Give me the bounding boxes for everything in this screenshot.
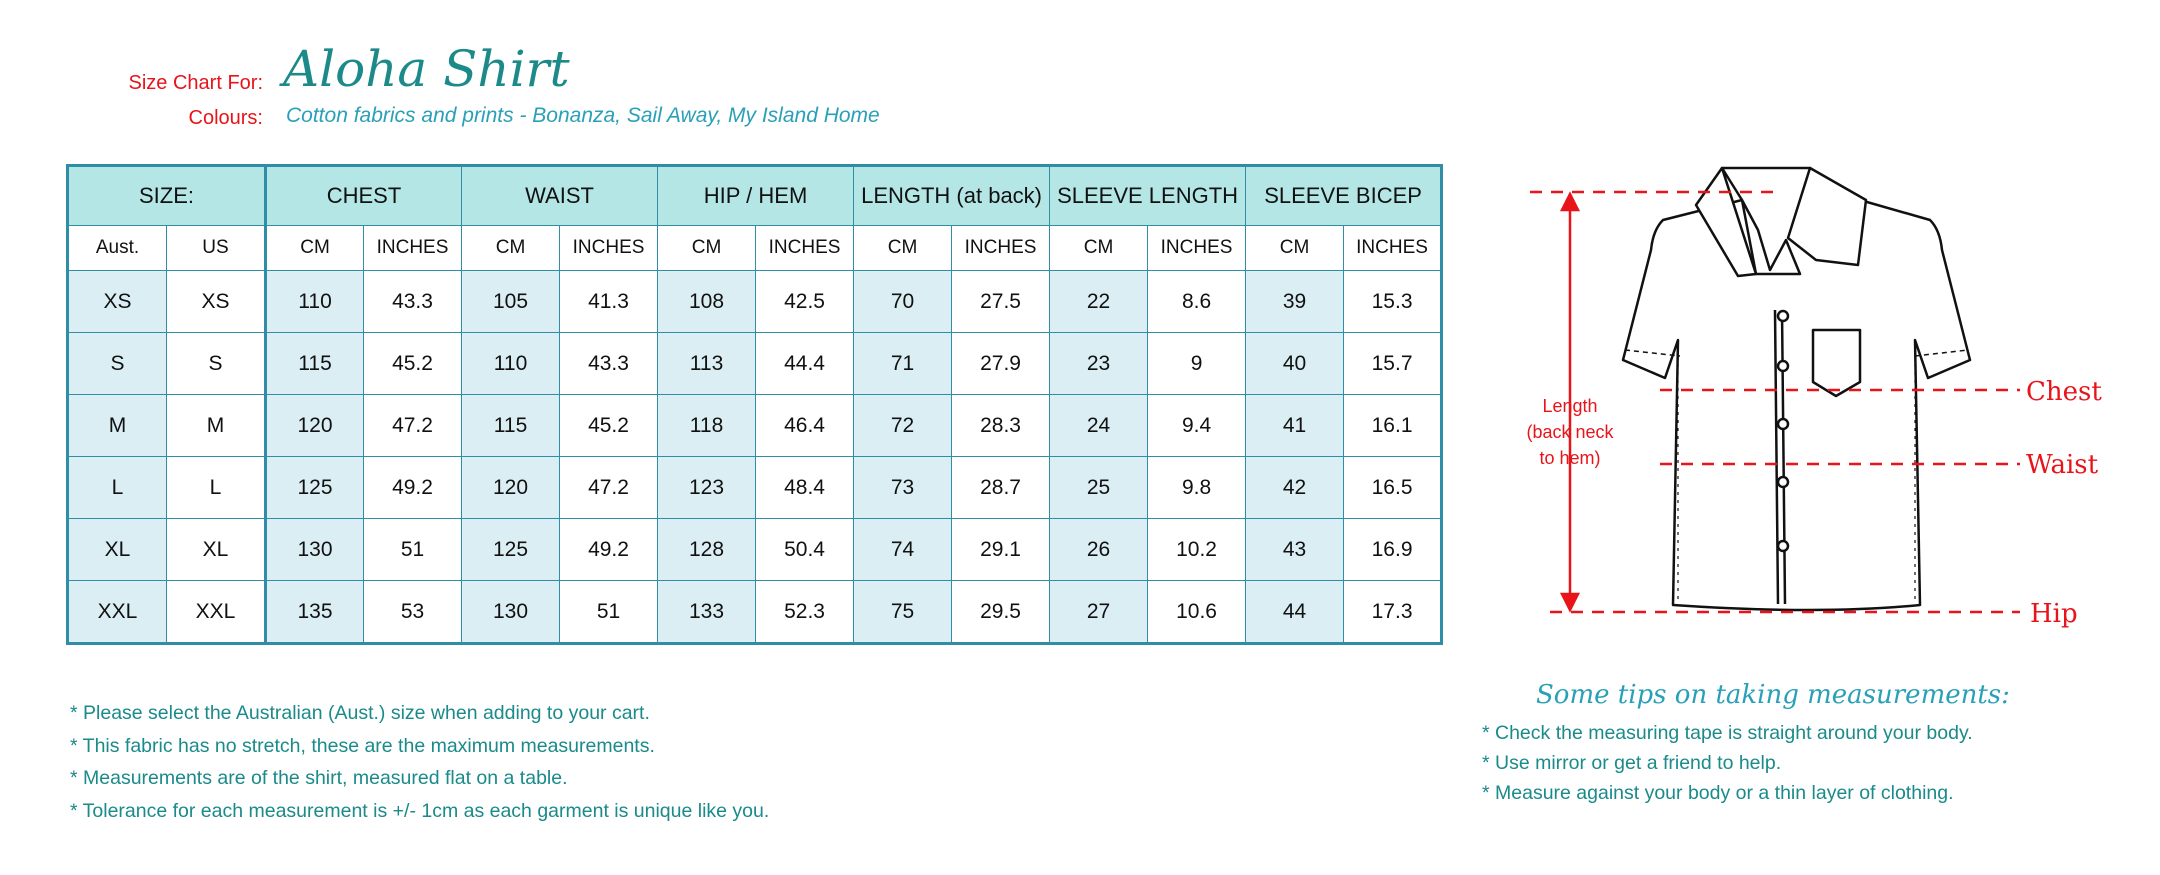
table-cell: 43.3 — [364, 271, 462, 333]
table-cell: 9.8 — [1148, 457, 1246, 519]
table-row — [68, 457, 1442, 519]
size-chart-label: Size Chart For: — [128, 72, 263, 94]
group-header: SLEEVE BICEP — [1246, 166, 1442, 226]
table-cell: 72 — [854, 395, 952, 457]
table-cell: 29.5 — [952, 581, 1050, 644]
table-cell: 130 — [462, 581, 560, 644]
table-cell: 47.2 — [560, 457, 658, 519]
table-cell: 10.6 — [1148, 581, 1246, 644]
table-cell: 49.2 — [364, 457, 462, 519]
table-cell: 10.2 — [1148, 519, 1246, 581]
group-header: SLEEVE LENGTH — [1050, 166, 1246, 226]
table-cell: 28.7 — [952, 457, 1050, 519]
table-cell: XS — [167, 271, 266, 333]
column-subheader: INCHES — [1344, 226, 1442, 271]
column-subheader: CM — [854, 226, 952, 271]
column-subheader: INCHES — [1148, 226, 1246, 271]
table-cell: 17.3 — [1344, 581, 1442, 644]
table-group-header-row — [68, 166, 1442, 226]
column-subheader: Aust. — [68, 226, 167, 271]
table-cell: 41 — [1246, 395, 1344, 457]
table-cell: S — [167, 333, 266, 395]
tips-title: Some tips on taking measurements: — [1536, 680, 2010, 710]
table-cell: 25 — [1050, 457, 1148, 519]
table-cell: L — [167, 457, 266, 519]
hip-label: Hip — [2030, 599, 2078, 629]
length-label-3: to hem) — [1539, 448, 1601, 468]
table-cell: 22 — [1050, 271, 1148, 333]
waist-label: Waist — [2026, 450, 2099, 480]
table-cell: 41.3 — [560, 271, 658, 333]
group-header: LENGTH (at back) — [854, 166, 1050, 226]
table-cell: M — [68, 395, 167, 457]
table-cell: 16.9 — [1344, 519, 1442, 581]
table-cell: 15.7 — [1344, 333, 1442, 395]
length-label-2: (back neck — [1526, 422, 1614, 442]
table-cell: 74 — [854, 519, 952, 581]
table-cell: 123 — [658, 457, 756, 519]
table-cell: XS — [68, 271, 167, 333]
table-cell: 120 — [462, 457, 560, 519]
table-cell: 118 — [658, 395, 756, 457]
table-cell: 16.5 — [1344, 457, 1442, 519]
table-row — [68, 271, 1442, 333]
table-cell: 135 — [266, 581, 364, 644]
table-row — [68, 333, 1442, 395]
table-cell: 46.4 — [756, 395, 854, 457]
table-cell: 44.4 — [756, 333, 854, 395]
table-cell: XXL — [68, 581, 167, 644]
table-cell: 9.4 — [1148, 395, 1246, 457]
table-cell: 115 — [266, 333, 364, 395]
column-subheader: INCHES — [560, 226, 658, 271]
table-row — [68, 581, 1442, 644]
table-cell: 15.3 — [1344, 271, 1442, 333]
table-cell: 70 — [854, 271, 952, 333]
table-cell: 110 — [266, 271, 364, 333]
table-cell: 130 — [266, 519, 364, 581]
table-cell: 48.4 — [756, 457, 854, 519]
table-cell: 47.2 — [364, 395, 462, 457]
table-cell: 27 — [1050, 581, 1148, 644]
table-cell: 71 — [854, 333, 952, 395]
column-subheader: CM — [1246, 226, 1344, 271]
colours-label: Colours: — [188, 107, 263, 129]
size-table — [66, 164, 1443, 645]
table-cell: 49.2 — [560, 519, 658, 581]
table-cell: 29.1 — [952, 519, 1050, 581]
table-cell: 24 — [1050, 395, 1148, 457]
table-cell: 44 — [1246, 581, 1344, 644]
table-cell: 50.4 — [756, 519, 854, 581]
note-item: * This fabric has no stretch, these are the maximum measurements. — [70, 734, 655, 757]
tip-item: * Check the measuring tape is straight around your body. — [1482, 722, 1973, 744]
table-cell: M — [167, 395, 266, 457]
table-cell: 9 — [1148, 333, 1246, 395]
table-cell: S — [68, 333, 167, 395]
colours-text: Cotton fabrics and prints - Bonanza, Sail Away, My Island Home — [286, 104, 880, 127]
table-cell: 53 — [364, 581, 462, 644]
note-item: * Please select the Australian (Aust.) size when adding to your cart. — [70, 702, 650, 724]
table-cell: 43.3 — [560, 333, 658, 395]
table-cell: XXL — [167, 581, 266, 644]
table-cell: 128 — [658, 519, 756, 581]
note-item: * Measurements are of the shirt, measured flat on a table. — [70, 767, 568, 789]
table-cell: 73 — [854, 457, 952, 519]
table-subheader-row — [68, 226, 1442, 271]
table-cell: 52.3 — [756, 581, 854, 644]
table-row — [68, 395, 1442, 457]
tips-list — [1482, 718, 1973, 808]
table-cell: 51 — [364, 519, 462, 581]
column-subheader: CM — [658, 226, 756, 271]
measurement-diagram — [1520, 160, 2140, 660]
group-header: SIZE: — [68, 166, 266, 226]
table-cell: 23 — [1050, 333, 1148, 395]
table-cell: 108 — [658, 271, 756, 333]
column-subheader: US — [167, 226, 266, 271]
table-cell: 105 — [462, 271, 560, 333]
table-cell: 120 — [266, 395, 364, 457]
column-subheader: INCHES — [952, 226, 1050, 271]
table-cell: 39 — [1246, 271, 1344, 333]
table-cell: 133 — [658, 581, 756, 644]
table-cell: 125 — [462, 519, 560, 581]
column-subheader: CM — [266, 226, 364, 271]
table-cell: 27.9 — [952, 333, 1050, 395]
table-cell: 45.2 — [364, 333, 462, 395]
table-cell: 45.2 — [560, 395, 658, 457]
product-title: Aloha Shirt — [283, 40, 570, 98]
table-cell: XL — [68, 519, 167, 581]
table-cell: 125 — [266, 457, 364, 519]
chest-label: Chest — [2026, 377, 2102, 407]
table-cell: 42 — [1246, 457, 1344, 519]
table-cell: XL — [167, 519, 266, 581]
group-header: WAIST — [462, 166, 658, 226]
table-cell: L — [68, 457, 167, 519]
group-header: CHEST — [266, 166, 462, 226]
column-subheader: CM — [1050, 226, 1148, 271]
table-cell: 75 — [854, 581, 952, 644]
table-cell: 16.1 — [1344, 395, 1442, 457]
table-cell: 27.5 — [952, 271, 1050, 333]
notes — [70, 697, 769, 827]
tip-item: * Use mirror or get a friend to help. — [1482, 752, 1782, 774]
column-subheader: INCHES — [756, 226, 854, 271]
table-cell: 115 — [462, 395, 560, 457]
table-cell: 8.6 — [1148, 271, 1246, 333]
tip-item: * Measure against your body or a thin layer of clothing. — [1482, 782, 1954, 804]
table-cell: 51 — [560, 581, 658, 644]
table-cell: 40 — [1246, 333, 1344, 395]
column-subheader: INCHES — [364, 226, 462, 271]
note-item: * Tolerance for each measurement is +/- 1cm as each garment is unique like you. — [70, 799, 770, 822]
group-header: HIP / HEM — [658, 166, 854, 226]
length-label-1: Length — [1542, 396, 1598, 416]
table-cell: 28.3 — [952, 395, 1050, 457]
table-cell: 42.5 — [756, 271, 854, 333]
table-cell: 110 — [462, 333, 560, 395]
table-cell: 26 — [1050, 519, 1148, 581]
column-subheader: CM — [462, 226, 560, 271]
table-cell: 43 — [1246, 519, 1344, 581]
table-cell: 113 — [658, 333, 756, 395]
table-row — [68, 519, 1442, 581]
